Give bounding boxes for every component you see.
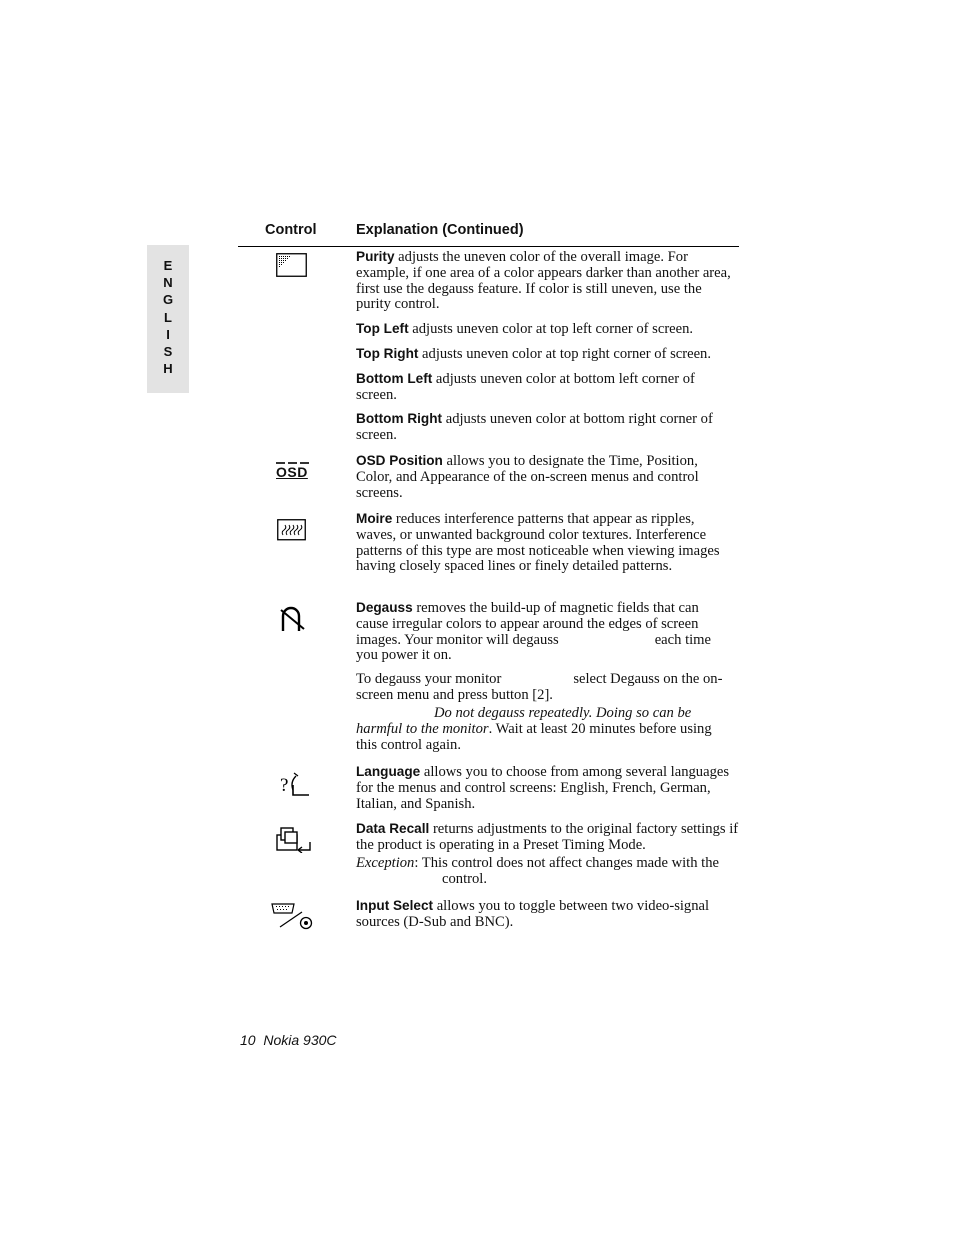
top-right-text: adjusts uneven color at top right corner of screen. [418,346,711,362]
exception-text-b: control. [442,870,487,887]
degauss-icon [279,606,307,633]
side-tab-letter: G [162,292,174,308]
language-term: Language [356,764,421,779]
degauss-term: Degauss [356,600,413,615]
side-tab-letter: N [163,275,173,291]
top-right-description [356,346,740,363]
data-recall-description [356,821,740,854]
input-select-text: allows you to toggle between two video-signal sources (D-Sub and BNC). [356,898,710,930]
bottom-right-text: adjusts uneven color at bottom right corner of screen. [356,411,713,443]
input-select-icon [271,902,315,932]
purity-icon [276,253,307,277]
column-header-explanation: Explanation (Continued) [356,222,524,238]
page-footer [240,1032,337,1048]
side-tab-letter: H [163,361,173,377]
bottom-left-text: adjusts uneven color at bottom left corner of screen. [356,371,695,403]
moire-term: Moire [356,511,393,526]
moire-text: reduces interference patterns that appear as ripples, waves, or unwanted background color textures. Interference patterns of this type are most noticeable when viewing images having closely spaced lines or finely detailed patterns. [356,511,720,575]
degauss-caution-text: . Wait at least 20 minutes before using this control again. [356,720,712,753]
language-text: allows you to choose from among several languages for the menus and control screens: English, French, German, Italian, and Spanish. [356,764,730,812]
language-icon [279,771,311,798]
purity-term: Purity [356,249,395,264]
moire-description [356,511,734,575]
svg-text:?: ? [280,775,289,796]
data-recall-text: returns adjustments to the original factory settings if the product is operating in a Preset Timing Mode. [356,821,739,853]
side-tab-letter: S [163,344,173,360]
osd-position-icon [276,461,310,485]
degauss-manual-description [356,672,734,704]
input-select-term: Input Select [356,898,434,913]
top-left-description [356,321,734,338]
data-recall-icon [276,826,312,853]
moire-icon [277,519,306,541]
osd-position-term: OSD Position [356,453,443,468]
degauss-manual-text-b: select Degauss on the on-screen menu and press button [2]. [356,671,723,703]
data-recall-term: Data Recall [356,821,430,836]
degauss-manual-text-a: To degauss your monitor [356,671,502,687]
degauss-text-b: each time you power it on. [356,631,712,664]
osd-position-description [356,453,734,501]
top-left-term: Top Left [356,321,409,336]
language-side-tab [147,245,189,393]
side-tab-letter: L [164,309,172,325]
side-tab-letter: I [166,326,170,342]
exception-text-a: : This control does not affect changes made with the [414,855,719,871]
page-number: 10 [240,1032,256,1048]
bottom-right-term: Bottom Right [356,411,443,426]
degauss-text-a: removes the build-up of magnetic fields that can cause irregular colors to appear around the edges of screen images. Your monitor will degauss [356,600,699,648]
top-right-term: Top Right [356,346,419,361]
exception-label: Exception [356,855,415,871]
language-description [356,764,734,812]
bottom-right-description [356,411,734,444]
osd-icon-label: OSD [276,464,308,480]
degauss-description [356,600,734,664]
bottom-left-description [356,371,734,404]
top-left-text: adjusts uneven color at top left corner of screen. [408,321,694,337]
column-header-control: Control [265,222,317,238]
bottom-left-term: Bottom Left [356,371,433,386]
data-recall-exception [356,856,734,888]
header-rule [238,246,739,247]
product-name: Nokia 930C [263,1032,337,1048]
degauss-caution [356,706,734,753]
side-tab-letter: E [163,258,173,273]
input-select-description [356,898,734,931]
purity-description [356,249,734,313]
purity-text: adjusts the uneven color of the overall image. For example, if one area of a color appears darker than another area, first use the degauss feature. If color is still uneven, use the purity control. [356,249,731,313]
osd-position-text: allows you to designate the Time, Position, Color, and Appearance of the on-screen menus and control screens. [356,453,699,501]
degauss-caution-italic: Do not degauss repeatedly. Doing so can be harmful to the monitor [356,705,692,737]
